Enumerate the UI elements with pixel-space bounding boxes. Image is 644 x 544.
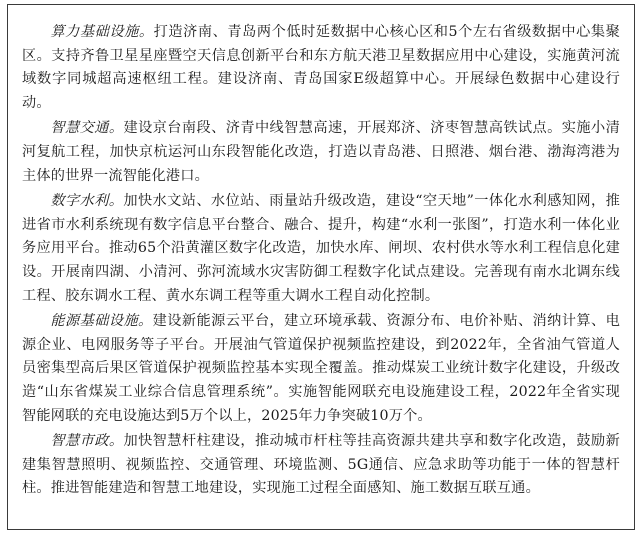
paragraph-body: 打造济南、青岛两个低时延数据中心核心区和5个左右省级数据中心集聚区。支持齐鲁卫星星座暨空天信息创新平台和东方航天港卫星数据应用中心建设，实施黄河流域数字同城超高速枢纽工程。建设济南、青岛国家E级超算中心。开展绿色数据中心建设行动。 <box>22 24 620 111</box>
paragraph-digital-water <box>22 190 620 308</box>
paragraph-body: 加快智慧杆柱建设，推动城市杆柱等挂高资源共建共享和数字化改造，鼓励新建集智慧照明、视频监控、交通管理、环境监测、5G通信、应急求助等功能于一体的智慧杆柱。推进智能建造和智慧工地建设，实现施工过程全面感知、施工数据互联互通。 <box>22 433 620 497</box>
paragraph-lead: 智慧交通。 <box>50 120 124 137</box>
paragraph-lead: 能源基础设施。 <box>50 313 153 330</box>
paragraph-lead: 智慧市政。 <box>50 433 124 450</box>
paragraph-energy-infrastructure <box>22 310 620 428</box>
paragraph-body: 加快水文站、水位站、雨量站升级改造，建设“空天地”一体化水利感知网，推进省市水利系统现有数字信息平台整合、融合、提升，构建“水利一张图”，打造水利一体化业务应用平台。推动65个沿黄灌区数字化改造，加快水库、闸坝、农村供水等水利工程信息化建设。开展南四湖、小清河、弥河流域水灾害防御工程数字化试点建设。完善现有南水北调东线工程、胶东调水工程、黄水东调工程等重大调水工程自动化控制。 <box>22 193 620 304</box>
paragraph-body: 建设京台南段、济青中线智慧高速，开展郑济、济枣智慧高铁试点。实施小清河复航工程，加快京杭运河山东段智能化改造，打造以青岛港、日照港、烟台港、渤海湾港为主体的世界一流智能化港口。 <box>22 120 620 184</box>
paragraph-lead: 数字水利。 <box>50 193 124 210</box>
paragraph-body: 建设新能源云平台，建立环境承载、资源分布、电价补贴、消纳计算、电源企业、电网服务等子平台。开展油气管道保护视频监控建设，到2022年，全省油气管道人员密集型高后果区管道保护视频监控基本实现全覆盖。推动煤炭工业统计数字化建设，升级改造“山东省煤炭工业综合信息管理系统”。实施智能网联充电设施建设工程，2022年全省实现智能网联的充电设施达到5万个以上，2025年力争突破10万个。 <box>22 313 620 424</box>
paragraph-lead: 算力基础设施。 <box>50 24 154 40</box>
paragraph-smart-transport <box>22 117 620 188</box>
text-box <box>7 4 635 530</box>
paragraph-smart-municipal <box>22 430 620 501</box>
paragraph-computing-infrastructure <box>22 21 620 115</box>
